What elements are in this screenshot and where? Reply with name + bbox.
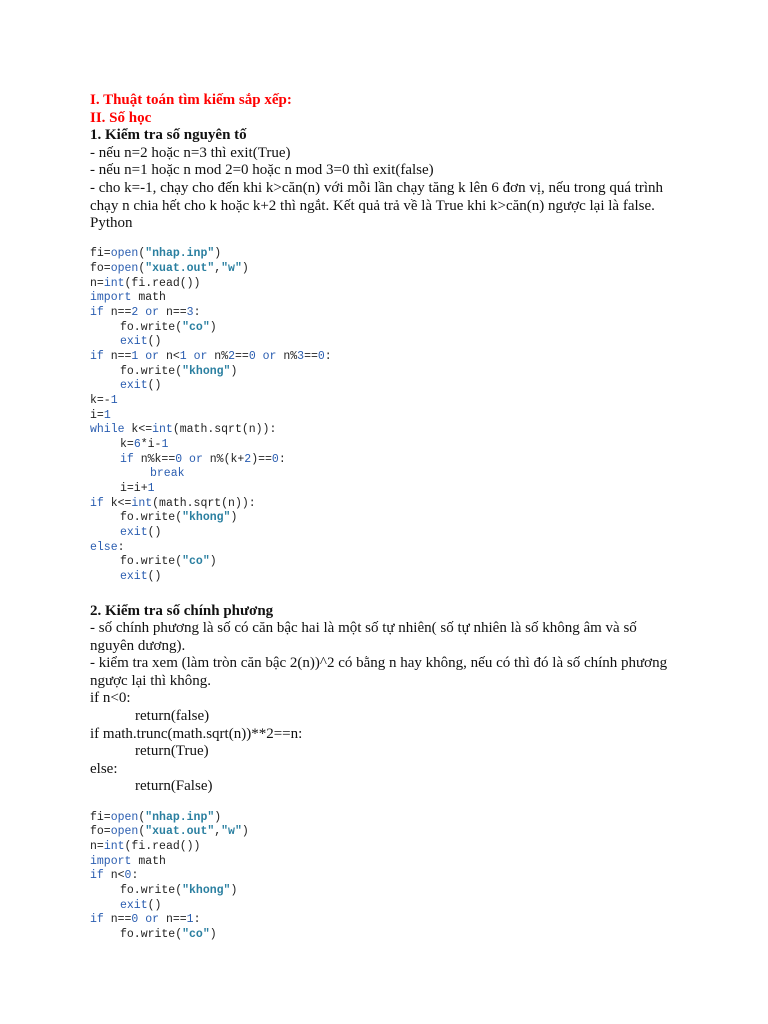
code-line: fo.write("co") [120, 927, 217, 941]
section-prime-title: 1. Kiểm tra số nguyên tố [90, 127, 247, 144]
code-line: fo=open("xuat.out","w") [90, 262, 249, 276]
prime-bullet-3: - cho k=-1, chạy cho đến khi k>căn(n) với mỗi lần chạy tăng k lên 6 đơn vị, nếu trong quá trình [90, 179, 664, 196]
code-line: fo.write("co") [120, 555, 217, 569]
code-line: fo=open("xuat.out","w") [90, 825, 249, 839]
code-line: k=6*i-1 [120, 437, 169, 451]
code-line: n=int(fi.read()) [90, 840, 201, 853]
square-code-block [90, 796, 730, 943]
code-line: i=i+1 [120, 481, 155, 495]
code-line: if n%k==0 or n%(k+2)==0: [120, 452, 286, 466]
code-line: exit() [120, 335, 162, 349]
code-line: if n==1 or n<1 or n%2==0 or n%3==0: [90, 350, 332, 363]
prime-bullet-3-cont: chạy n chia hết cho k hoặc k+2 thì ngắt. Kết quả trả về là True khi k>căn(n) ngược lại là false. [90, 197, 655, 214]
code-line: if n==0 or n==1: [90, 913, 201, 927]
square-bullet-2-cont: ngược lại thì không. [90, 672, 212, 689]
code-line: fo.write("khong") [120, 883, 238, 897]
code-line: n=int(fi.read()) [90, 276, 201, 290]
heading-search-sort: I. Thuật toán tìm kiếm sắp xếp: [90, 92, 292, 108]
python-label: Python [90, 215, 133, 232]
prime-bullet-1: - nếu n=2 hoặc n=3 thì exit(True) [90, 144, 291, 161]
code-line: i=1 [90, 408, 111, 422]
code-line: exit() [120, 379, 162, 393]
code-line: import math [90, 291, 166, 305]
code-line: k=-1 [90, 393, 118, 407]
pseudo-line: return(True) [135, 743, 209, 760]
pseudo-line: return(False) [135, 778, 213, 795]
prime-bullet-2: - nếu n=1 hoặc n mod 2=0 hoặc n mod 3=0 thì exit(false) [90, 162, 434, 179]
code-line: exit() [120, 569, 162, 583]
code-line: import math [90, 854, 166, 868]
code-line: fo.write("khong") [120, 511, 238, 525]
code-line: if n<0: [90, 869, 139, 883]
document-page [90, 92, 730, 943]
code-line: fi=open("nhap.inp") [90, 247, 222, 261]
square-bullet-2: - kiểm tra xem (làm tròn căn bậc 2(n))^2 có bằng n hay không, nếu có thì đó là số chính phương [90, 655, 668, 672]
prime-code-block [90, 233, 730, 585]
code-line: if n==2 or n==3: [90, 306, 201, 320]
code-line: exit() [120, 525, 162, 539]
code-line: fo.write("khong") [120, 364, 238, 378]
heading-number-theory: II. Số học [90, 109, 152, 126]
code-line: fi=open("nhap.inp") [90, 810, 222, 824]
pseudo-line: else: [90, 760, 118, 777]
code-line: fo.write("co") [120, 320, 217, 334]
code-line: exit() [120, 898, 162, 912]
code-line: break [150, 467, 185, 481]
section-square-title: 2. Kiểm tra số chính phương [90, 602, 274, 619]
code-line: if k<=int(math.sqrt(n)): [90, 496, 256, 510]
pseudo-line: return(false) [135, 708, 210, 725]
square-bullet-1: - số chính phương là số có căn bậc hai là một số tự nhiên( số tự nhiên là số không âm và số [90, 620, 637, 637]
pseudo-line: if math.trunc(math.sqrt(n))**2==n: [90, 725, 303, 742]
code-line: else: [90, 540, 125, 554]
pseudo-line: if n<0: [90, 690, 131, 707]
square-bullet-1-cont: nguyên dương). [90, 637, 186, 654]
code-line: while k<=int(math.sqrt(n)): [90, 423, 277, 437]
